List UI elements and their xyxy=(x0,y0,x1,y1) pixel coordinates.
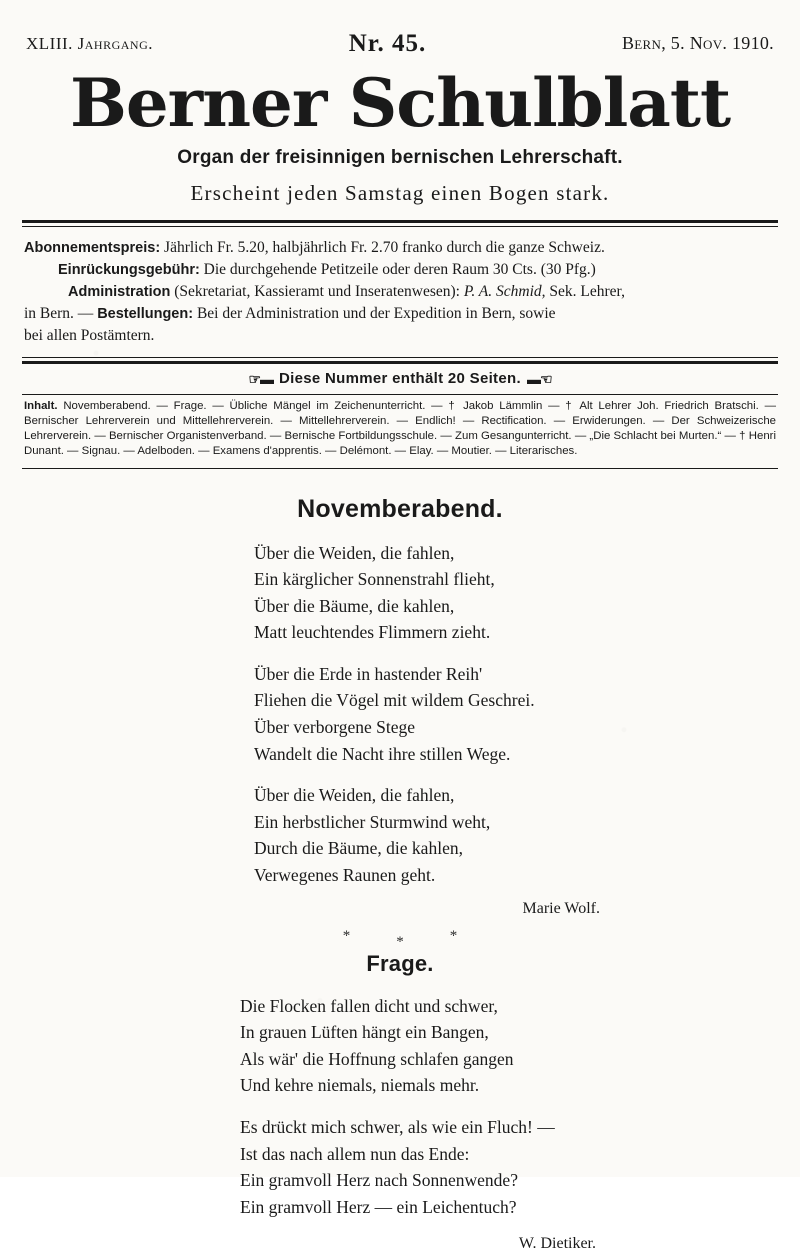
orders-label: Bestellungen: xyxy=(97,306,194,323)
subscription-line-2 xyxy=(24,259,776,281)
subscription-line-5 xyxy=(24,325,776,347)
post-offices-text: bei allen Postämtern. xyxy=(24,327,155,345)
article-signature: W. Dietiker. xyxy=(518,1235,596,1253)
masthead-tagline: Erscheint jeden Samstag einen Bogen stark. xyxy=(190,181,610,206)
section-separator xyxy=(22,927,778,950)
separator-star-mid: * xyxy=(396,933,450,950)
issue-pages-text: Diese Nummer enthält 20 Seiten. xyxy=(279,370,521,388)
poem-line: Ein kärglicher Sonnenstrahl flieht, xyxy=(254,569,495,590)
article-signature: Marie Wolf. xyxy=(522,899,600,917)
divider-top xyxy=(22,220,778,227)
poem-line: Über die Weiden, die fahlen, xyxy=(254,542,455,563)
separator-star-right: * xyxy=(449,927,504,944)
orders-text: Bei der Administration und der Expedition in Bern, sowie xyxy=(193,305,556,323)
poem-line: Die Flocken fallen dicht und schwer, xyxy=(240,995,498,1016)
administration-label: Administration xyxy=(68,284,171,301)
poem-line: Durch die Bäume, die kahlen, xyxy=(254,838,463,859)
poem-stanza xyxy=(240,993,778,1099)
poem-line: Ein herbstlicher Sturmwind weht, xyxy=(254,811,491,832)
subscription-block xyxy=(22,235,778,349)
poem-line: In grauen Lüften hängt ein Bangen, xyxy=(240,1022,489,1043)
poem-stanza xyxy=(254,661,778,767)
divider-middle xyxy=(22,357,778,364)
orders-prefix: in Bern. — xyxy=(24,305,98,323)
masthead-topline xyxy=(22,28,778,56)
poem-line: Über die Bäume, die kahlen, xyxy=(254,595,455,616)
subscription-line-1 xyxy=(24,237,776,259)
poem-line: Verwegenes Raunen geht. xyxy=(254,865,436,886)
volume-label: XLIII. Jahrgang. xyxy=(26,34,154,53)
poem-line: Wandelt die Nacht ihre stillen Wege. xyxy=(254,743,511,764)
poem-stanza xyxy=(254,782,778,888)
page-content xyxy=(22,28,778,1253)
subscription-line-4 xyxy=(24,303,776,325)
issue-pages-banner xyxy=(22,370,778,388)
pointing-hand-icon-left: ☞▬ xyxy=(248,371,274,388)
poem-line: Ein gramvoll Herz — ein Leichentuch? xyxy=(240,1196,517,1217)
poem-line: Matt leuchtendes Flimmern zieht. xyxy=(254,622,491,643)
poem-line: Ein gramvoll Herz nach Sonnenwende? xyxy=(240,1170,518,1191)
poem-stanza xyxy=(254,540,778,646)
article-title: Novemberabend. xyxy=(297,494,503,523)
separator-star-left: * xyxy=(342,927,397,944)
insertion-fee-text: Die durchgehende Petitzeile oder deren Raum 30 Cts. (30 Pfg.) xyxy=(199,261,596,279)
subscription-price-text: Jährlich Fr. 5.20, halbjährlich Fr. 2.70 franko durch die ganze Schweiz. xyxy=(160,239,605,257)
pointing-hand-icon-right: ▬☜ xyxy=(526,371,552,388)
contents-text: Novemberabend. — Frage. — Übliche Mängel im Zeichenunterricht. — † Jakob Lämmlin — † Alt Lehrer Joh. Friedrich Bratschi. — Bernischer Lehrerverein und Mittellehrerverein. — Mittellehrerverein. — Endlich! — Rectification. — Erwiderungen. — Der Schweizerische Lehrerverein. — Bernischer Organistenverband. — Bernische Fortbildungsschule. — Zum Gesangunterricht. — „Die Schlacht bei Murten.“ — † Henri Dunant. — Signau. — Adelboden. — Examens d'apprentis. — Delémont. — Elay. — Moutier. — Literarisches. xyxy=(24,400,776,458)
poem-line: Fliehen die Vögel mit wildem Geschrei. xyxy=(254,690,535,711)
article-title: Frage. xyxy=(366,950,434,976)
poem-line: Über verborgene Stege xyxy=(254,717,416,738)
poem-line: Ist das nach allem nun das Ende: xyxy=(240,1143,470,1164)
issue-number: Nr. 45. xyxy=(348,30,427,57)
divider-contents-top xyxy=(22,394,778,395)
poem-line: Als wär' die Hoffnung schlafen gangen xyxy=(240,1048,514,1069)
administration-name: P. A. Schmid, xyxy=(463,283,546,301)
subscription-line-3 xyxy=(24,281,776,303)
poem-body xyxy=(22,993,778,1221)
administration-text: (Sekretariat, Kassieramt und Inseratenwesen): xyxy=(170,283,464,301)
subscription-price-label: Abonnementspreis: xyxy=(24,240,161,257)
administration-role: Sek. Lehrer, xyxy=(545,283,625,301)
place-date: Bern, 5. Nov. 1910. xyxy=(622,33,774,53)
poem-body xyxy=(22,540,778,889)
insertion-fee-label: Einrückungsgebühr: xyxy=(58,262,200,279)
article-novemberabend xyxy=(22,495,778,918)
poem-line: Über die Weiden, die fahlen, xyxy=(254,785,455,806)
poem-line: Und kehre niemals, niemals mehr. xyxy=(240,1075,480,1096)
table-of-contents xyxy=(22,399,778,463)
poem-stanza xyxy=(240,1114,778,1220)
masthead-subtitle: Organ der freisinnigen bernischen Lehrerschaft. xyxy=(177,147,623,169)
article-frage xyxy=(22,951,778,1253)
page-title: Berner Schulblatt xyxy=(69,64,731,142)
contents-label: Inhalt. xyxy=(24,400,58,413)
poem-line: Es drückt mich schwer, als wie ein Fluch! — xyxy=(240,1117,555,1137)
poem-line: Über die Erde in hastender Reih' xyxy=(254,663,483,684)
divider-contents-bottom xyxy=(22,468,778,469)
